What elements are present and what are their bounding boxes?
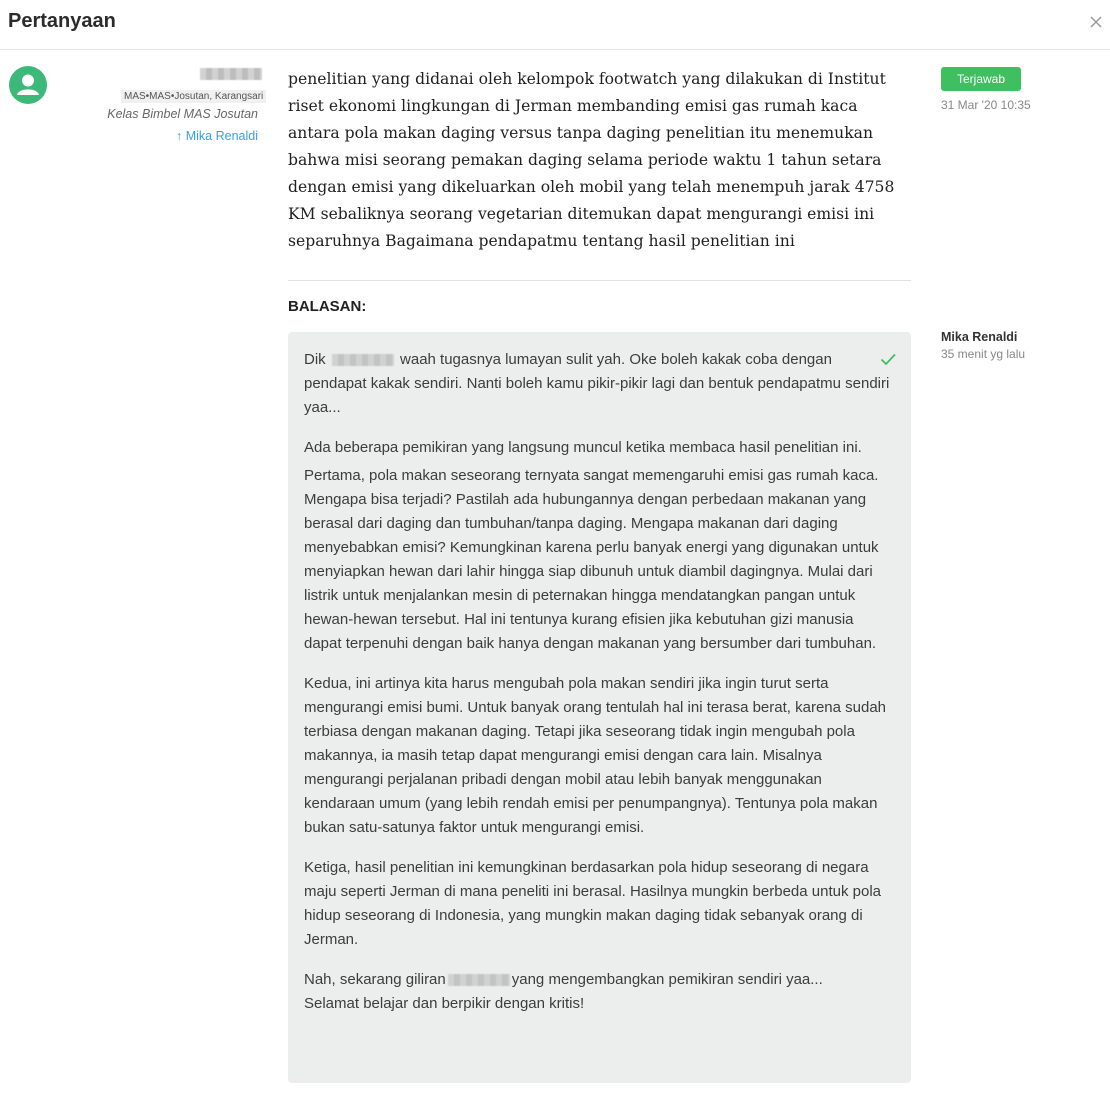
reply-card	[288, 332, 911, 1083]
reply-paragraph: Kedua, ini artinya kita harus mengubah pola makan sendiri jika ingin turut serta mengurangi emisi bumi. Untuk banyak orang tentulah hal ini terasa berat, karena sudah terbiasa dengan makanan daging. Tetapi jika seseorang tidak ingin mengubah pola makannya, ia masih tetap dapat mengurangi emisi dengan cara lain. Misalnya mengurangi perjalanan pribadi dengan mobil atau lebih banyak menggunakan kendaraan umum (yang lebih rendah emisi per penumpangnya). Tentunya pola makan bukan satu-satunya faktor untuk mengurangi emisi.	[304, 675, 887, 836]
asker-school: MAS•MAS•Josutan, Karangsari	[121, 90, 266, 103]
dialog-header	[0, 0, 1110, 50]
reply-author[interactable]: Mika Renaldi	[941, 330, 1018, 344]
replies-heading: BALASAN:	[288, 298, 367, 315]
user-avatar-icon	[9, 66, 47, 104]
reply-paragraph: Pertama, pola makan seseorang ternyata sangat memengaruhi emisi gas rumah kaca. Mengapa bisa terjadi? Pastilah ada hubungannya dengan perbedaan makanan yang berasal dari daging dan tumbuhan/tanpa daging. Mengapa makanan dari daging menyebabkan emisi? Kemungkinan karena perlu banyak energi yang digunakan untuk menyiapkan hewan dari lahir hingga siap dibunuh untuk diambil dagingnya. Mulai dari listrik untuk menjalankan mesin di peternakan hingga mendatangkan pangan untuk hewan-hewan tersebut. Hal ini tentunya kurang efisien jika kebutuhan gizi manusia dapat terpenuhi dengan baik hanya dengan makanan yang bersumber dari tumbuhan.	[304, 467, 879, 652]
close-icon[interactable]	[1086, 12, 1106, 32]
reply-text: yang mengembangkan pemikiran sendiri yaa...	[511, 971, 823, 988]
reply-paragraph: Ketiga, hasil penelitian ini kemungkinan berdasarkan pola hidup seseorang di negara maju seperti Jerman di mana peneliti ini berasal. Hasilnya mungkin berbeda untuk pola hidup seseorang di Indonesia, yang mungkin makan daging tidak sebanyak orang di Jerman.	[304, 859, 881, 948]
asker-class: Kelas Bimbel MAS Josutan	[107, 107, 258, 121]
dialog-title: Pertanyaan	[8, 10, 116, 32]
asker-name-redacted	[200, 68, 262, 80]
reply-paragraph	[304, 348, 890, 420]
reply-closing: Selamat belajar dan berpikir dengan kritis!	[304, 995, 585, 1012]
student-name-redacted	[448, 974, 510, 986]
question-text: penelitian yang didanai oleh kelompok footwatch yang dilakukan di Institut riset ekonomi lingkungan di Jerman membanding emisi gas rumah kaca antara pola makan daging versus tanpa daging penelitian itu menemukan bahwa misi seorang pemakan daging selama periode waktu 1 tahun setara dengan emisi yang dikeluarkan oleh mobil yang telah menempuh jarak 4758 KM sebaliknya seorang vegetarian ditemukan dapat mengurangi emisi ini separuhnya Bagaimana pendapatmu tentang hasil penelitian ini	[288, 70, 895, 250]
divider	[288, 280, 911, 281]
reply-text: waah tugasnya lumayan sulit yah. Oke boleh kakak coba dengan pendapat kakak sendiri. Nanti boleh kamu pikir-pikir lagi dan bentuk pendapatmu sendiri yaa...	[304, 351, 890, 416]
student-name-redacted	[332, 354, 394, 366]
reply-text: Nah, sekarang giliran	[304, 971, 446, 988]
reply-paragraph	[304, 968, 890, 1016]
reply-body	[304, 348, 890, 1016]
reply-paragraph: Ada beberapa pemikiran yang langsung muncul ketika membaca hasil penelitian ini.	[304, 439, 862, 456]
question-date: 31 Mar '20 10:35	[941, 98, 1031, 112]
reply-time: 35 menit yg lalu	[941, 347, 1026, 361]
reply-greeting: Dik	[304, 351, 326, 368]
check-icon	[879, 350, 897, 368]
assigned-tutor-link[interactable]: ↑ Mika Renaldi	[176, 129, 258, 143]
status-badge: Terjawab	[941, 67, 1021, 91]
